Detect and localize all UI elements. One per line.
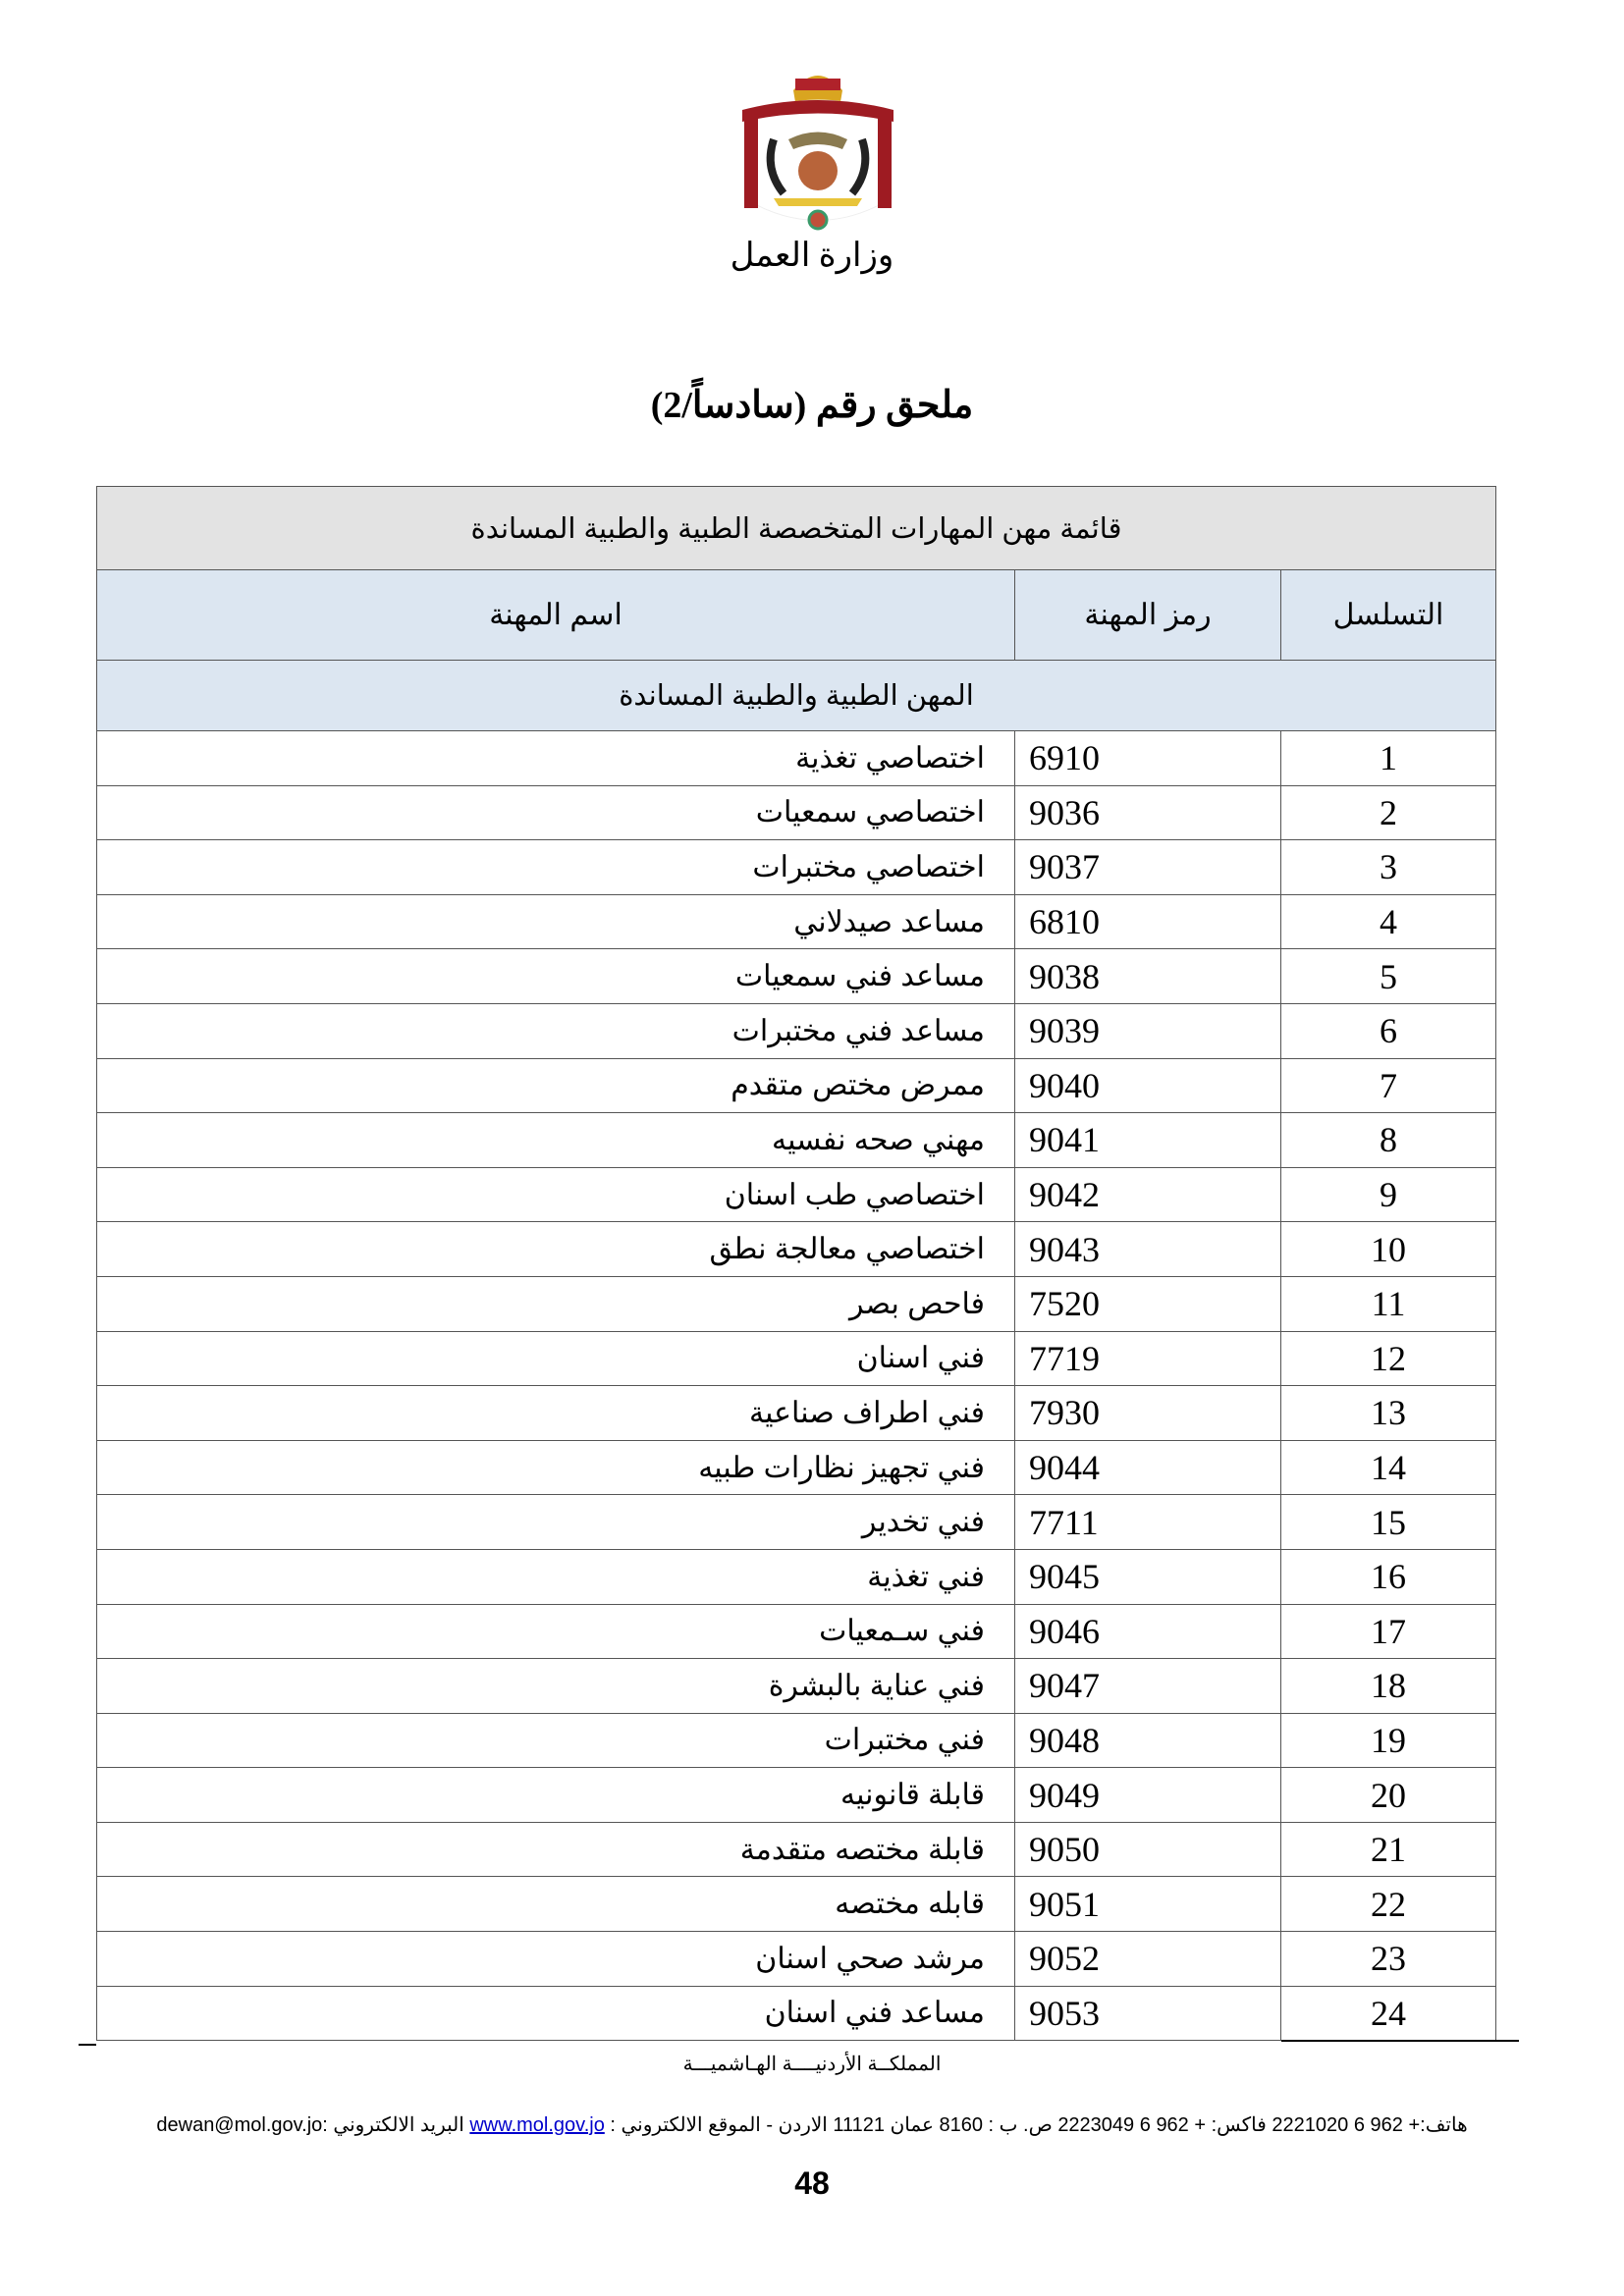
- table-row: [97, 1877, 1496, 1932]
- row-name: فني اطراف صناعية: [97, 1386, 1015, 1441]
- row-code: 9052: [1015, 1932, 1281, 1987]
- table-row: [97, 1822, 1496, 1877]
- row-code: 9038: [1015, 949, 1281, 1004]
- row-code: 9051: [1015, 1877, 1281, 1932]
- row-seq: 21: [1281, 1822, 1496, 1877]
- footer-kingdom: المملكــة الأردنيــــة الهـاشميـــة: [682, 2054, 942, 2075]
- row-name: اختصاصي مختبرات: [97, 840, 1015, 895]
- row-name: مساعد فني اسنان: [97, 1986, 1015, 2041]
- row-name: اختصاصي طب اسنان: [97, 1167, 1015, 1222]
- row-seq: 9: [1281, 1167, 1496, 1222]
- row-name: فني اسنان: [97, 1331, 1015, 1386]
- row-seq: 3: [1281, 840, 1496, 895]
- website-link[interactable]: www.mol.gov.jo: [469, 2114, 605, 2136]
- row-seq: 18: [1281, 1659, 1496, 1714]
- footer-contact: [0, 2112, 1624, 2137]
- table-row: [97, 1713, 1496, 1768]
- row-code: 7520: [1015, 1276, 1281, 1331]
- table-row: [97, 840, 1496, 895]
- row-name: فني عناية بالبشرة: [97, 1659, 1015, 1714]
- table-row: [97, 1932, 1496, 1987]
- row-name: مساعد صيدلاني: [97, 894, 1015, 949]
- table-row: [97, 1331, 1496, 1386]
- jordan-coat-of-arms-logo: [734, 61, 901, 238]
- table-row: [97, 731, 1496, 786]
- table-row: [97, 785, 1496, 840]
- table-row: [97, 949, 1496, 1004]
- row-code: 9041: [1015, 1113, 1281, 1168]
- contact-info: هاتف:+ 962 6 2221020 فاكس: + 962 6 2223049 ص. ب : 8160 عمان 11121 الاردن - الموقع الالكتروني :: [604, 2114, 1468, 2136]
- row-seq: 16: [1281, 1549, 1496, 1604]
- table-row: [97, 1659, 1496, 1714]
- table-row: [97, 1113, 1496, 1168]
- row-name: مساعد فني سمعيات: [97, 949, 1015, 1004]
- row-seq: 24: [1281, 1986, 1496, 2041]
- row-seq: 14: [1281, 1440, 1496, 1495]
- row-name: قابلة قانونيه: [97, 1768, 1015, 1823]
- email-info: البريد الالكتروني :dewan@mol.gov.jo: [156, 2114, 470, 2136]
- row-seq: 2: [1281, 785, 1496, 840]
- ministry-name: وزارة العمل: [730, 238, 894, 274]
- divider: [79, 2044, 96, 2046]
- row-code: 9037: [1015, 840, 1281, 895]
- row-seq: 4: [1281, 894, 1496, 949]
- column-header-seq: التسلسل: [1281, 570, 1496, 661]
- row-name: فاحص بصر: [97, 1276, 1015, 1331]
- row-code: 9045: [1015, 1549, 1281, 1604]
- row-code: 9036: [1015, 785, 1281, 840]
- row-name: فني سـمعيات: [97, 1604, 1015, 1659]
- row-code: 9053: [1015, 1986, 1281, 2041]
- row-seq: 11: [1281, 1276, 1496, 1331]
- row-code: 7930: [1015, 1386, 1281, 1441]
- row-name: اختصاصي تغذية: [97, 731, 1015, 786]
- table-row: [97, 1222, 1496, 1277]
- row-name: قابله مختصه: [97, 1877, 1015, 1932]
- table-title: قائمة مهن المهارات المتخصصة الطبية والطبية المساندة: [97, 487, 1496, 570]
- row-seq: 10: [1281, 1222, 1496, 1277]
- row-seq: 7: [1281, 1058, 1496, 1113]
- row-seq: 20: [1281, 1768, 1496, 1823]
- table-row: [97, 1276, 1496, 1331]
- row-seq: 6: [1281, 1003, 1496, 1058]
- row-seq: 13: [1281, 1386, 1496, 1441]
- row-seq: 15: [1281, 1495, 1496, 1550]
- row-code: 6810: [1015, 894, 1281, 949]
- row-name: مهني صحه نفسيه: [97, 1113, 1015, 1168]
- row-name: فني تخدير: [97, 1495, 1015, 1550]
- table-row: [97, 1167, 1496, 1222]
- row-name: مساعد فني مختبرات: [97, 1003, 1015, 1058]
- row-name: فني مختبرات: [97, 1713, 1015, 1768]
- row-seq: 22: [1281, 1877, 1496, 1932]
- row-seq: 12: [1281, 1331, 1496, 1386]
- row-code: 9043: [1015, 1222, 1281, 1277]
- row-code: 7719: [1015, 1331, 1281, 1386]
- row-name: فني تجهيز نظارات طبيه: [97, 1440, 1015, 1495]
- row-code: 9049: [1015, 1768, 1281, 1823]
- row-code: 9047: [1015, 1659, 1281, 1714]
- row-code: 6910: [1015, 731, 1281, 786]
- row-code: 9040: [1015, 1058, 1281, 1113]
- row-code: 9046: [1015, 1604, 1281, 1659]
- table-row: [97, 1386, 1496, 1441]
- row-name: اختصاصي سمعيات: [97, 785, 1015, 840]
- table-row: [97, 1495, 1496, 1550]
- row-name: فني تغذية: [97, 1549, 1015, 1604]
- row-name: اختصاصي معالجة نطق: [97, 1222, 1015, 1277]
- row-seq: 19: [1281, 1713, 1496, 1768]
- table-row: [97, 1058, 1496, 1113]
- row-name: قابلة مختصه متقدمة: [97, 1822, 1015, 1877]
- table-row: [97, 1549, 1496, 1604]
- professions-table: [96, 486, 1496, 2041]
- table-row: [97, 1440, 1496, 1495]
- row-code: 9042: [1015, 1167, 1281, 1222]
- section-header: المهن الطبية والطبية المساندة: [97, 661, 1496, 731]
- table-row: [97, 1003, 1496, 1058]
- row-code: 9050: [1015, 1822, 1281, 1877]
- row-seq: 1: [1281, 731, 1496, 786]
- row-seq: 8: [1281, 1113, 1496, 1168]
- row-name: مرشد صحي اسنان: [97, 1932, 1015, 1987]
- row-code: 7711: [1015, 1495, 1281, 1550]
- table-row: [97, 1604, 1496, 1659]
- row-seq: 23: [1281, 1932, 1496, 1987]
- row-seq: 5: [1281, 949, 1496, 1004]
- table-row: [97, 1768, 1496, 1823]
- row-seq: 17: [1281, 1604, 1496, 1659]
- table-row: [97, 894, 1496, 949]
- row-code: 9039: [1015, 1003, 1281, 1058]
- row-code: 9048: [1015, 1713, 1281, 1768]
- column-header-code: رمز المهنة: [1015, 570, 1281, 661]
- column-header-name: اسم المهنة: [97, 570, 1015, 661]
- annex-title: ملحق رقم (سادساً/2): [650, 385, 974, 426]
- divider: [1281, 2040, 1519, 2042]
- table-row: [97, 1986, 1496, 2041]
- row-code: 9044: [1015, 1440, 1281, 1495]
- row-name: ممرض مختص متقدم: [97, 1058, 1015, 1113]
- page-number: 48: [794, 2165, 830, 2201]
